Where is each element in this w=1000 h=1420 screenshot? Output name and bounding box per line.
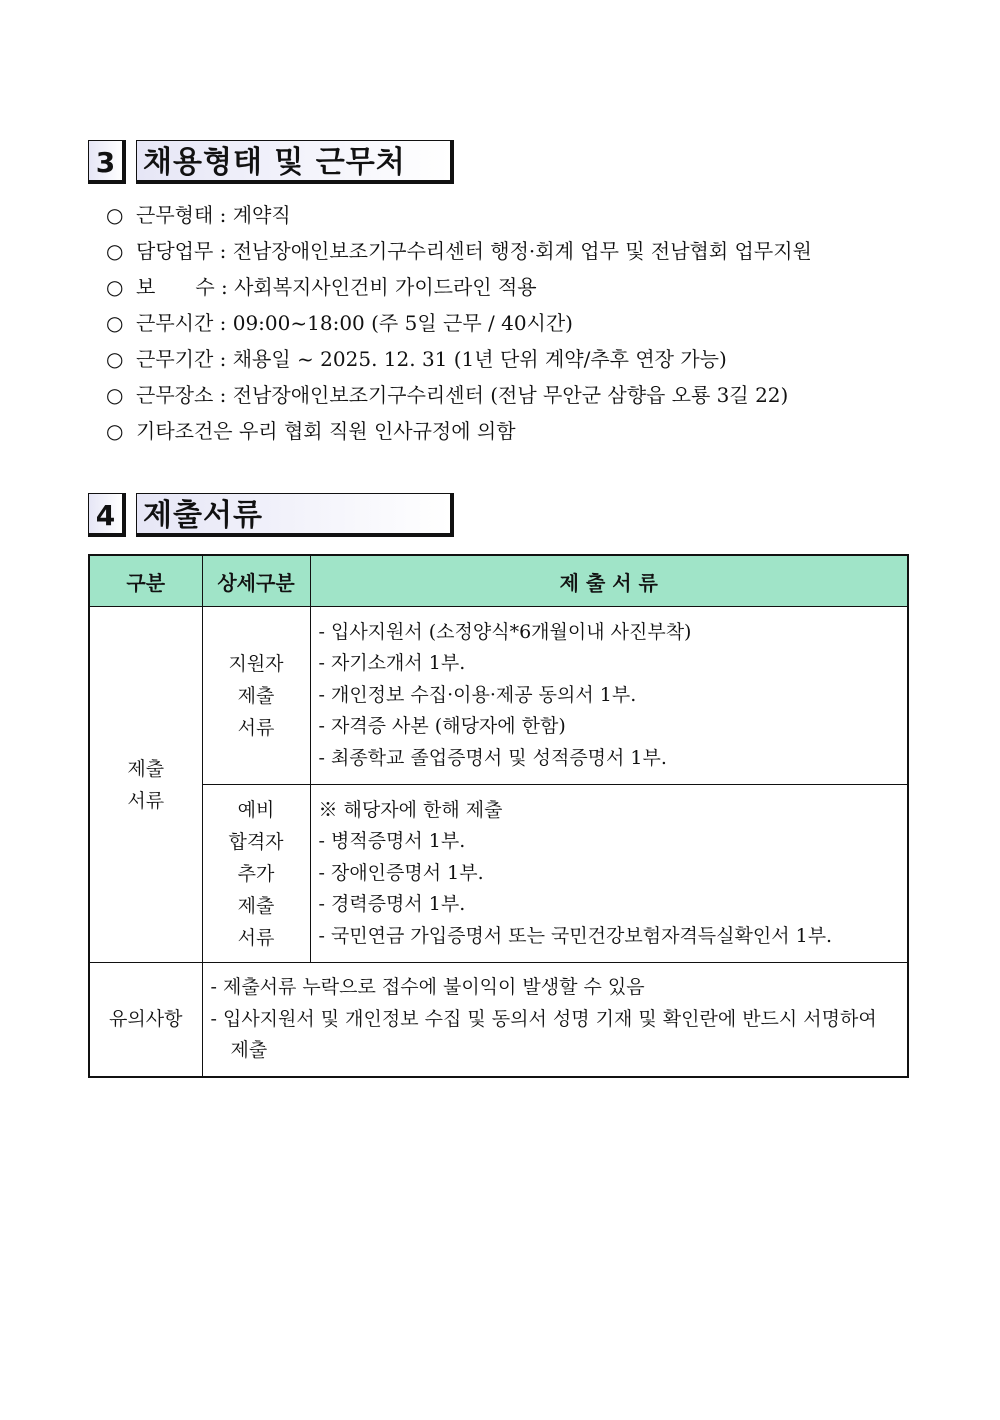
employment-conditions-list	[106, 200, 966, 452]
circle-bullet-icon: ○	[106, 239, 124, 263]
list-item: ※ 해당자에 한해 제출	[318, 798, 503, 821]
section-4-number: 4	[88, 493, 126, 537]
table-row	[89, 785, 908, 963]
group-label-cell: 제출 서류	[89, 607, 202, 963]
list-item: ○ 근무기간 : 채용일 ~ 2025. 12. 31 (1년 단위 계약/추후 연장 가능)	[106, 344, 966, 380]
header-detail: 상세구분	[202, 555, 310, 607]
table-row	[89, 607, 908, 785]
circle-bullet-icon: ○	[106, 275, 124, 299]
list-item: - 자기소개서 1부.	[318, 652, 466, 675]
list-item: - 개인정보 수집·이용·제공 동의서 1부.	[318, 683, 637, 706]
list-item: ○ 근무시간 : 09:00~18:00 (주 5일 근무 / 40시간)	[106, 308, 966, 344]
section-3-title: 채용형태 및 근무처	[136, 140, 454, 184]
list-item: ○ 담당업무 : 전남장애인보조기구수리센터 행정·회계 업무 및 전남협회 업무지원	[106, 236, 966, 272]
list-item: - 병적증명서 1부.	[318, 830, 466, 853]
list-item: - 장애인증명서 1부.	[318, 861, 484, 884]
list-item: ○ 근무장소 : 전남장애인보조기구수리센터 (전남 무안군 삼향읍 오룡 3길 22)	[106, 380, 966, 416]
applicant-docs-cell	[310, 607, 908, 785]
list-item: ○ 근무형태 : 계약직	[106, 200, 966, 236]
circle-bullet-icon: ○	[106, 383, 124, 407]
header-documents: 제 출 서 류	[310, 555, 908, 607]
list-item: - 경력증명서 1부.	[318, 893, 466, 916]
list-item: ○ 보 수 : 사회복지사인건비 가이드라인 적용	[106, 272, 966, 308]
list-item: - 최종학교 졸업증명서 및 성적증명서 1부.	[318, 746, 667, 769]
circle-bullet-icon: ○	[106, 311, 124, 335]
table-row	[89, 963, 908, 1077]
list-item: - 국민연금 가입증명서 또는 국민건강보험자격득실확인서 1부.	[318, 924, 833, 947]
list-item: - 입사지원서 (소정양식*6개월이내 사진부착)	[318, 620, 692, 643]
circle-bullet-icon: ○	[106, 203, 124, 227]
prelim-label-cell: 예비 합격자 추가 제출 서류	[202, 785, 310, 963]
list-item: - 입사지원서 및 개인정보 수집 및 동의서 성명 기재 및 확인란에 반드시 서명하여 제출	[210, 1007, 877, 1061]
notes-cell	[202, 963, 908, 1077]
table-header-row	[89, 555, 908, 607]
section-3-number: 3	[88, 140, 126, 184]
prelim-docs-cell	[310, 785, 908, 963]
notes-label-cell: 유의사항	[89, 963, 202, 1077]
list-item: - 제출서류 누락으로 접수에 불이익이 발생할 수 있음	[210, 976, 645, 998]
applicant-label-cell: 지원자 제출 서류	[202, 607, 310, 785]
header-category: 구분	[89, 555, 202, 607]
circle-bullet-icon: ○	[106, 419, 124, 443]
documents-table	[88, 554, 909, 1078]
list-item: - 자격증 사본 (해당자에 한함)	[318, 715, 566, 738]
list-item: ○ 기타조건은 우리 협회 직원 인사규정에 의함	[106, 416, 966, 452]
circle-bullet-icon: ○	[106, 347, 124, 371]
section-4-title: 제출서류	[136, 493, 454, 537]
